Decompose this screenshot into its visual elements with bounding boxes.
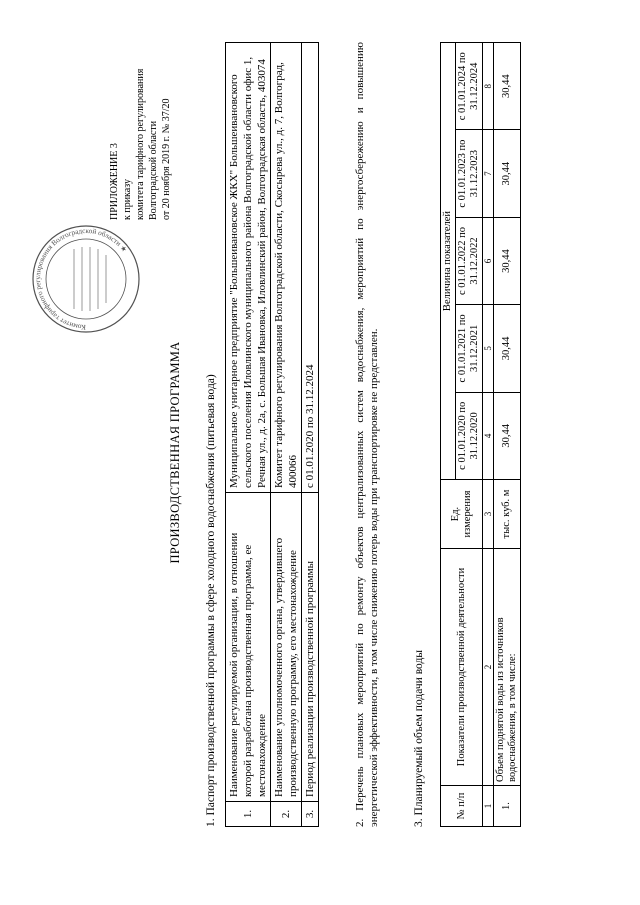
column-number: 6: [483, 217, 494, 304]
header-period: с 01.01.2021 по 31.12.2021: [456, 305, 483, 392]
table-row: [302, 43, 319, 827]
column-number: 2: [483, 549, 494, 786]
appendix-line: комитета тарифного регулирования: [135, 68, 146, 220]
section3-heading: 3. Планируемый объем подачи воды: [413, 649, 425, 827]
header-period: с 01.01.2023 по 31.12.2023: [456, 130, 483, 217]
row-number: 2.: [271, 802, 302, 827]
water-volume-table: [440, 42, 521, 827]
header-period: с 01.01.2022 по 31.12.2022: [456, 217, 483, 304]
row-value: Муниципальное унитарное предприятие "Большеивановское ЖКХ" Большеивановского сельского поселения Иловлинского муниципального района Волгоградской области офис 1, Речная ул., д. 2а, с. Большая Ивановка, Иловлинский район, Волгоградская область, 403074: [226, 43, 271, 493]
column-number: 1: [483, 786, 494, 827]
table-row: [226, 43, 271, 827]
row-value: 30,44: [494, 130, 521, 217]
table-header-row: [441, 43, 456, 827]
header-num: № п/п: [441, 786, 483, 827]
appendix-line: от 20 ноября 2019 г. № 37/20: [161, 98, 172, 220]
row-value: 30,44: [494, 392, 521, 479]
section2-text: 2. Перечень плановых мероприятий по ремонту объектов централизованных систем водоснабжения, мероприятий по энергосбережению и повышению энергетической эффективности, в том числе снижению потерь воды при транспортировке не представлен.: [354, 42, 380, 827]
appendix-block: [108, 0, 173, 220]
passport-table: [225, 42, 319, 827]
row-value: 30,44: [494, 43, 521, 130]
row-label: Наименование регулируемой организации, в отношении которой разработана производственная программа, ее местонахождение: [226, 493, 271, 802]
table-row: [271, 43, 302, 827]
row-number: 1.: [494, 786, 521, 827]
header-period: с 01.01.2020 по 31.12.2020: [456, 392, 483, 479]
row-value: с 01.01.2020 по 31.12.2024: [302, 43, 319, 493]
row-unit: тыс. куб. м: [494, 480, 521, 549]
table-row: [494, 43, 521, 827]
row-number: 1.: [226, 802, 271, 827]
svg-text:Комитет тарифного регулировани: Комитет тарифного регулирования Волгоградской области ★: [33, 226, 129, 332]
appendix-line: к приказу: [122, 179, 133, 220]
column-number: 3: [483, 480, 494, 549]
header-period: с 01.01.2024 по 31.12.2024: [456, 43, 483, 130]
row-indicator: Объем поднятой воды из источников водоснабжения, в том числе:: [494, 549, 521, 786]
column-number: 8: [483, 43, 494, 130]
header-unit: Ед. измерения: [441, 480, 483, 549]
row-value: 30,44: [494, 217, 521, 304]
appendix-line: Волгоградской области: [148, 120, 159, 220]
official-seal: [30, 223, 142, 335]
appendix-title: ПРИЛОЖЕНИЕ 3: [109, 143, 120, 220]
header-indicator: Показатели производственной деятельности: [441, 549, 483, 786]
document-title: ПРОИЗВОДСТВЕННАЯ ПРОГРАММА: [168, 341, 182, 564]
row-value: Комитет тарифного регулирования Волгоградской области, Скосырева ул., д. 7, Волгоград, 400066: [271, 43, 302, 493]
row-label: Наименование уполномоченного органа, утвердившего производственную программу, его местонахождение: [271, 493, 302, 802]
column-number-row: [483, 43, 494, 827]
row-number: 3.: [302, 802, 319, 827]
row-value: 30,44: [494, 305, 521, 392]
column-number: 7: [483, 130, 494, 217]
column-number: 5: [483, 305, 494, 392]
column-number: 4: [483, 392, 494, 479]
header-group: Величина показателей: [441, 43, 456, 480]
row-label: Период реализации производственной программы: [302, 493, 319, 802]
section1-heading: 1. Паспорт производственной программы в сфере холодного водоснабжения (питьевая вода): [205, 374, 217, 827]
